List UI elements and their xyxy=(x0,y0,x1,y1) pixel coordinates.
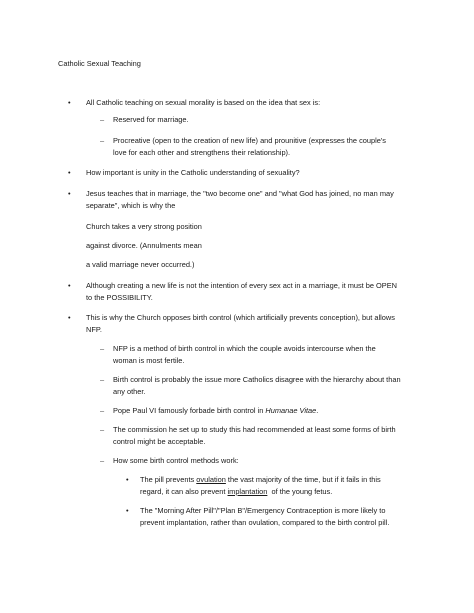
dash-5-5-text: How some birth control methods work: xyxy=(113,456,239,465)
bullet-5-line-1: This is why the Church opposes birth control (which artificially prevents conception), but allows xyxy=(86,313,395,322)
dash-5-2-line-2: any other. xyxy=(113,387,146,396)
bullet-3-line-2: separate", which is why the xyxy=(86,201,176,210)
sub-bullet-2-marker: • xyxy=(126,506,129,515)
bullet-3-paragraph-1: Church takes a very strong position xyxy=(86,222,202,231)
bullet-3-line-1: Jesus teaches that in marriage, the "two become one" and "what God has joined, no man may xyxy=(86,189,394,198)
bullet-4-line-1: Although creating a new life is not the intention of every sex act in a marriage, it must be OPEN xyxy=(86,281,397,290)
ovulation-term: ovulation xyxy=(196,475,226,484)
bullet-3-paragraph-3: a valid marriage never occurred.) xyxy=(86,260,195,269)
dash-1-2-line-1: Procreative (open to the creation of new life) and prounitive (expresses the couple's xyxy=(113,136,386,145)
sub-bullet-1-l2-prefix: regard, it can also prevent xyxy=(140,487,228,496)
humanae-vitae-title: Humanae Vitae xyxy=(265,406,317,415)
dash-5-4-line-2: control might be acceptable. xyxy=(113,437,206,446)
sub-bullet-1-line-1 xyxy=(140,474,381,485)
bullet-5-line-2: NFP. xyxy=(86,325,102,334)
document-title: Catholic Sexual Teaching xyxy=(58,59,141,68)
sub-bullet-1-l2-suffix: of the young fetus. xyxy=(267,487,333,496)
dash-5-4-marker: – xyxy=(100,425,105,434)
implantation-term: implantation xyxy=(227,487,268,496)
dash-5-3-prefix: Pope Paul VI famously forbade birth control in xyxy=(113,406,266,415)
dash-5-3-text xyxy=(113,405,318,416)
dash-5-3-marker: – xyxy=(100,406,105,415)
dash-5-4-line-1: The commission he set up to study this had recommended at least some forms of birth xyxy=(113,425,396,434)
sub-bullet-1-mid: the vast majority of the time, but if it fails in this xyxy=(225,475,381,484)
bullet-3-paragraph-2: against divorce. (Annulments mean xyxy=(86,241,202,250)
dash-1-2-line-2: love for each other and strengthens their relationship). xyxy=(113,148,291,157)
bullet-1-text: All Catholic teaching on sexual morality is based on the idea that sex is: xyxy=(86,98,321,107)
sub-bullet-1-marker: • xyxy=(126,475,129,484)
dash-1-1-marker: – xyxy=(100,115,105,124)
dash-5-1-line-1: NFP is a method of birth control in which the couple avoids intercourse when the xyxy=(113,344,376,353)
bullet-5-marker: • xyxy=(68,313,71,322)
dash-5-2-line-1: Birth control is probably the issue more Catholics disagree with the hierarchy about than xyxy=(113,375,401,384)
dash-1-1-text: Reserved for marriage. xyxy=(113,115,189,124)
bullet-3-marker: • xyxy=(68,189,71,198)
bullet-4-line-2: to the POSSIBILITY. xyxy=(86,293,153,302)
dash-1-2-marker: – xyxy=(100,136,105,145)
bullet-2-text: How important is unity in the Catholic understanding of sexuality? xyxy=(86,168,300,177)
dash-5-2-marker: – xyxy=(100,375,105,384)
sub-bullet-2-line-1: The "Morning After Pill"/"Plan B"/Emergency Contraception is more likely to xyxy=(140,506,386,515)
sub-bullet-1-line-2 xyxy=(140,486,332,497)
sub-bullet-2-line-2: prevent implantation, rather than ovulation, compared to the birth control pill. xyxy=(140,518,390,527)
dash-5-5-marker: – xyxy=(100,456,105,465)
dash-5-1-marker: – xyxy=(100,344,105,353)
dash-5-1-line-2: woman is most fertile. xyxy=(113,356,185,365)
bullet-1-marker: • xyxy=(68,98,71,107)
bullet-2-marker: • xyxy=(68,168,71,177)
sub-bullet-1-prefix: The pill prevents xyxy=(140,475,197,484)
dash-5-3-suffix: . xyxy=(316,406,319,415)
bullet-4-marker: • xyxy=(68,281,71,290)
